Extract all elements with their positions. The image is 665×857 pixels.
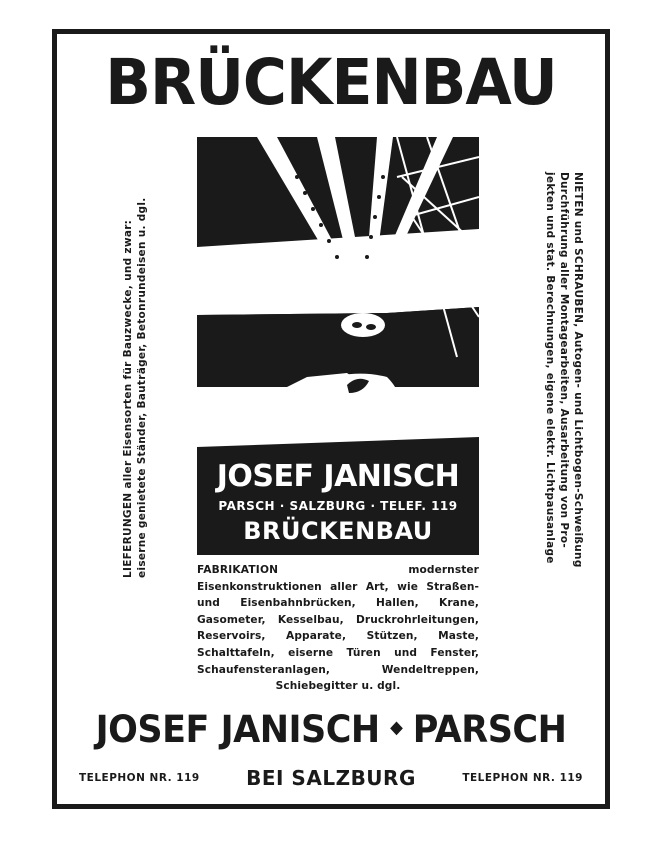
telephone-right: TELEPHON NR. 119 [462,772,583,784]
telephone-left: TELEPHON NR. 119 [79,772,200,784]
left-vertical-line-1: LIEFERUNGEN aller Eisensorten für Bauzwecke, und zwar: [122,219,134,578]
right-vertical-line-2: Durchführung aller Montagearbeiten, Ausarbeitung von Pro- [558,172,570,548]
fabrication-lead: FABRIKATION [197,564,279,576]
footer-name-right: PARSCH [412,708,567,752]
right-vertical-line-1: NIETEN und SCHRAUBEN, Autogen- und Lichtbogen-Schweißung [572,172,584,568]
poster-title: BRÜCKENBAU [243,517,433,545]
diamond-icon [390,721,403,735]
left-vertical-line-2: eiserne genietete Ständer, Bauträger, Betonrundeisen u. dgl. [136,197,148,578]
poster-company-name: JOSEF JANISCH [216,459,460,494]
footer-city: BEI SALZBURG [246,766,416,790]
footer-name-left: JOSEF JANISCH [95,708,380,752]
left-vertical-text [121,164,149,578]
fabrication-description [197,562,479,695]
right-vertical-text [543,172,585,586]
poster-address: PARSCH · SALZBURG · TELEF. 119 [218,499,458,513]
bridge-poster [197,137,479,555]
fabrication-text: modernster Eisenkonstruktionen aller Art, wie Straßen- und Eisenbahnbrücken, Hallen, Krane, Gasometer, Kesselbau, Druckrohrleitungen, Reservoirs, Apparate, Stützen, Maste, Schalttafeln, eiserne Türen und Fenster, Schaufensteranlagen, Wendeltreppen, Schiebegitter u. dgl. [197,564,479,693]
right-vertical-line-3: jekten und stat. Berechnungen, eigene elektr. Lichtpausanlage [544,172,556,564]
footer-company-name [57,708,605,751]
headline: BRÜCKENBAU [105,46,557,120]
advertisement-frame [52,29,610,809]
